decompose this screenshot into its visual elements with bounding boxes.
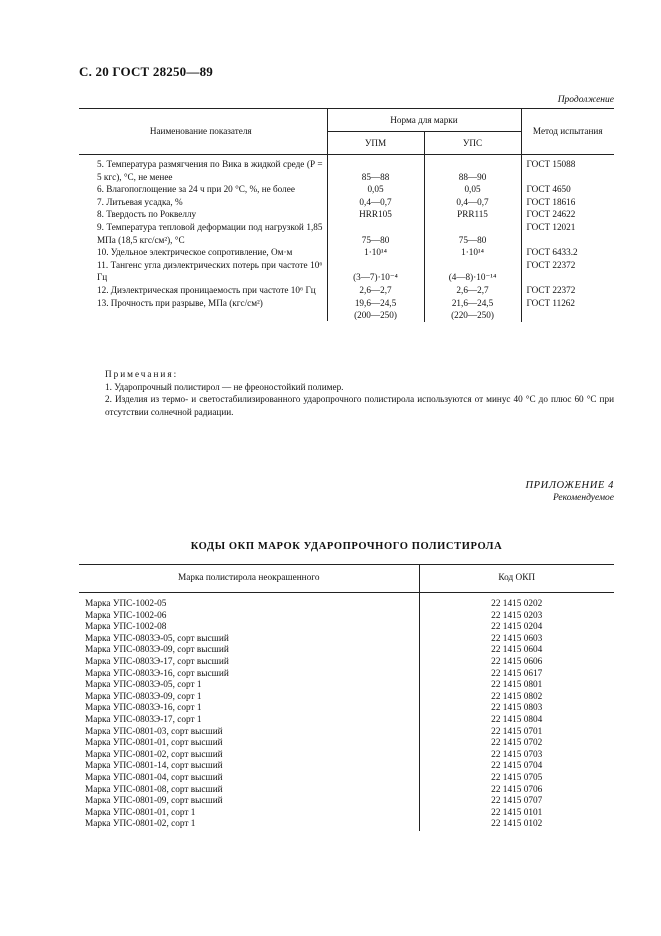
row-upm: 1·10¹⁴ xyxy=(327,246,424,259)
code-cell: 22 1415 0102 xyxy=(419,819,614,831)
table-row xyxy=(79,761,614,773)
code-cell: 22 1415 0701 xyxy=(419,727,614,739)
table-row xyxy=(79,259,614,284)
code-cell: 22 1415 0705 xyxy=(419,773,614,785)
brand-cell: Марка УПС-0801-02, сорт высший xyxy=(85,749,223,760)
row-method: ГОСТ 18616 xyxy=(521,196,614,209)
brand-cell: Марка УПС-0803Э-16, сорт высший xyxy=(85,668,229,679)
properties-table xyxy=(79,108,614,322)
row-ups-value: 21,6—24,5 xyxy=(451,297,494,308)
table-row xyxy=(79,785,614,797)
brand-cell: Марка УПС-0801-09, сорт высший xyxy=(85,796,223,807)
code-cell: 22 1415 0604 xyxy=(419,645,614,657)
code-cell: 22 1415 0706 xyxy=(419,785,614,797)
code-cell: 22 1415 0202 xyxy=(419,593,614,611)
code-cell: 22 1415 0606 xyxy=(419,657,614,669)
table-row xyxy=(79,773,614,785)
col-header-name: Наименование показателя xyxy=(79,109,327,155)
table-row xyxy=(79,715,614,727)
row-name: 5. Температура размягчения по Вика в жидкой среде (P = 5 кгс), °С, не менее xyxy=(97,159,323,182)
table-row xyxy=(79,221,614,246)
row-method: ГОСТ 15088 xyxy=(521,155,614,184)
row-upm xyxy=(327,297,424,322)
brand-cell: Марка УПС-0803Э-16, сорт 1 xyxy=(85,703,202,714)
col-header-code: Код ОКП xyxy=(419,565,614,593)
row-method: ГОСТ 22372 xyxy=(521,259,614,284)
table-row xyxy=(79,703,614,715)
row-name: 13. Прочность при разрыве, МПа (кгс/см²) xyxy=(79,297,327,322)
brand-cell: Марка УПС-0801-01, сорт 1 xyxy=(85,807,196,818)
col-header-method: Метод испытания xyxy=(521,109,614,155)
row-name: 7. Литьевая усадка, % xyxy=(97,196,183,207)
row-upm: 75—80 xyxy=(327,221,424,246)
table-row xyxy=(79,611,614,623)
col-header-upm: УПМ xyxy=(327,132,424,155)
row-name: 11. Тангенс угла диэлектрических потерь при частоте 10⁶ Гц xyxy=(97,259,323,283)
table-row xyxy=(79,657,614,669)
row-ups: 88—90 xyxy=(424,155,521,184)
row-name: 10. Удельное электрическое сопротивление, Ом·м xyxy=(97,247,293,258)
table-row xyxy=(79,645,614,657)
brand-cell: Марка УПС-0801-02, сорт 1 xyxy=(85,819,196,830)
row-upm: 0,05 xyxy=(327,183,424,196)
row-ups: 0,05 xyxy=(424,183,521,196)
row-method: ГОСТ 4650 xyxy=(521,183,614,196)
table-row xyxy=(79,750,614,762)
notes-title: Примечания: xyxy=(105,369,179,379)
table-row xyxy=(79,669,614,681)
row-ups: PRR115 xyxy=(424,208,521,221)
appendix-status: Рекомендуемое xyxy=(552,493,614,503)
note-item: 1. Ударопрочный полистирол — не фреоностойкий полимер. xyxy=(105,381,344,392)
brand-cell: Марка УПС-1002-05 xyxy=(85,599,167,609)
row-upm: 2,6—2,7 xyxy=(327,284,424,297)
brand-cell: Марка УПС-0803Э-05, сорт высший xyxy=(85,633,229,644)
code-cell: 22 1415 0803 xyxy=(419,703,614,715)
table-row xyxy=(79,155,614,184)
table-row xyxy=(79,196,614,209)
table-row xyxy=(79,738,614,750)
row-name: 9. Температура тепловой деформации под нагрузкой 1,85 МПа (18,5 кгс/см²), °С xyxy=(97,221,323,245)
brand-cell: Марка УПС-0803Э-09, сорт высший xyxy=(85,645,229,656)
table-row xyxy=(79,246,614,259)
appendix-title: КОДЫ ОКП МАРОК УДАРОПРОЧНОГО ПОЛИСТИРОЛА xyxy=(190,541,503,552)
row-name: 12. Диэлектрическая проницаемость при частоте 10⁶ Гц xyxy=(97,284,316,295)
notes xyxy=(79,368,614,418)
brand-cell: Марка УПС-0801-14, сорт высший xyxy=(85,761,223,772)
row-ups xyxy=(424,297,521,322)
appendix-label: ПРИЛОЖЕНИЕ 4 xyxy=(525,480,614,491)
code-cell: 22 1415 0603 xyxy=(419,634,614,646)
row-method: ГОСТ 11262 xyxy=(521,297,614,322)
row-ups: (4—8)·10⁻¹⁴ xyxy=(424,259,521,284)
code-cell: 22 1415 0704 xyxy=(419,761,614,773)
col-header-brand: Марка полистирола неокрашенного xyxy=(79,565,419,593)
row-ups: 1·10¹⁴ xyxy=(424,246,521,259)
table-row xyxy=(79,634,614,646)
row-upm-value-alt: (200—250) xyxy=(354,310,397,321)
table-row xyxy=(79,297,614,322)
table-row xyxy=(79,284,614,297)
table-row xyxy=(79,680,614,692)
brand-cell: Марка УПС-0803Э-05, сорт 1 xyxy=(85,680,202,691)
col-header-ups: УПС xyxy=(424,132,521,155)
table-row xyxy=(79,208,614,221)
okp-codes-body xyxy=(79,593,614,831)
page-header: С. 20 ГОСТ 28250—89 xyxy=(79,64,213,79)
brand-cell: Марка УПС-1002-08 xyxy=(85,622,167,633)
row-upm: 85—88 xyxy=(327,155,424,184)
table-row xyxy=(79,622,614,634)
brand-cell: Марка УПС-0803Э-09, сорт 1 xyxy=(85,691,202,702)
row-name: 8. Твердость по Роквеллу xyxy=(97,209,197,220)
brand-cell: Марка УПС-0801-04, сорт высший xyxy=(85,772,223,783)
brand-cell: Марка УПС-0801-03, сорт высший xyxy=(85,726,223,737)
row-name: 6. Влагопоглощение за 24 ч при 20 °С, %, не более xyxy=(97,184,295,195)
row-ups: 75—80 xyxy=(424,221,521,246)
continued-label: Продолжение xyxy=(557,95,614,105)
code-cell: 22 1415 0802 xyxy=(419,692,614,704)
code-cell: 22 1415 0702 xyxy=(419,738,614,750)
brand-cell: Марка УПС-1002-06 xyxy=(85,610,167,621)
table-row xyxy=(79,808,614,820)
table-row xyxy=(79,692,614,704)
row-upm: (3—7)·10⁻⁴ xyxy=(327,259,424,284)
table-row xyxy=(79,593,614,611)
table-row xyxy=(79,796,614,808)
code-cell: 22 1415 0101 xyxy=(419,808,614,820)
code-cell: 22 1415 0617 xyxy=(419,669,614,681)
table-row xyxy=(79,183,614,196)
row-upm: 0,4—0,7 xyxy=(327,196,424,209)
table-row xyxy=(79,727,614,739)
okp-codes-table xyxy=(79,564,614,831)
row-upm-value: 19,6—24,5 xyxy=(354,297,397,308)
row-ups: 2,6—2,7 xyxy=(424,284,521,297)
brand-cell: Марка УПС-0801-08, сорт высший xyxy=(85,784,223,795)
code-cell: 22 1415 0703 xyxy=(419,750,614,762)
row-upm: HRR105 xyxy=(327,208,424,221)
brand-cell: Марка УПС-0801-01, сорт высший xyxy=(85,738,223,749)
row-ups: 0,4—0,7 xyxy=(424,196,521,209)
code-cell: 22 1415 0801 xyxy=(419,680,614,692)
code-cell: 22 1415 0204 xyxy=(419,622,614,634)
row-method: ГОСТ 12021 xyxy=(521,221,614,246)
brand-cell: Марка УПС-0803Э-17, сорт высший xyxy=(85,656,229,667)
row-method: ГОСТ 22372 xyxy=(521,284,614,297)
row-ups-value-alt: (220—250) xyxy=(451,310,494,321)
brand-cell: Марка УПС-0803Э-17, сорт 1 xyxy=(85,714,202,725)
table-row xyxy=(79,819,614,831)
code-cell: 22 1415 0804 xyxy=(419,715,614,727)
note-item: 2. Изделия из термо- и светостабилизированного ударопрочного полистирола используются от минус 40 °С до плюс 60 °С при отсутствии солнечной радиации. xyxy=(105,394,614,417)
row-method: ГОСТ 6433.2 xyxy=(521,246,614,259)
row-method: ГОСТ 24622 xyxy=(521,208,614,221)
col-header-norm: Норма для марки xyxy=(327,109,521,132)
code-cell: 22 1415 0707 xyxy=(419,796,614,808)
code-cell: 22 1415 0203 xyxy=(419,611,614,623)
